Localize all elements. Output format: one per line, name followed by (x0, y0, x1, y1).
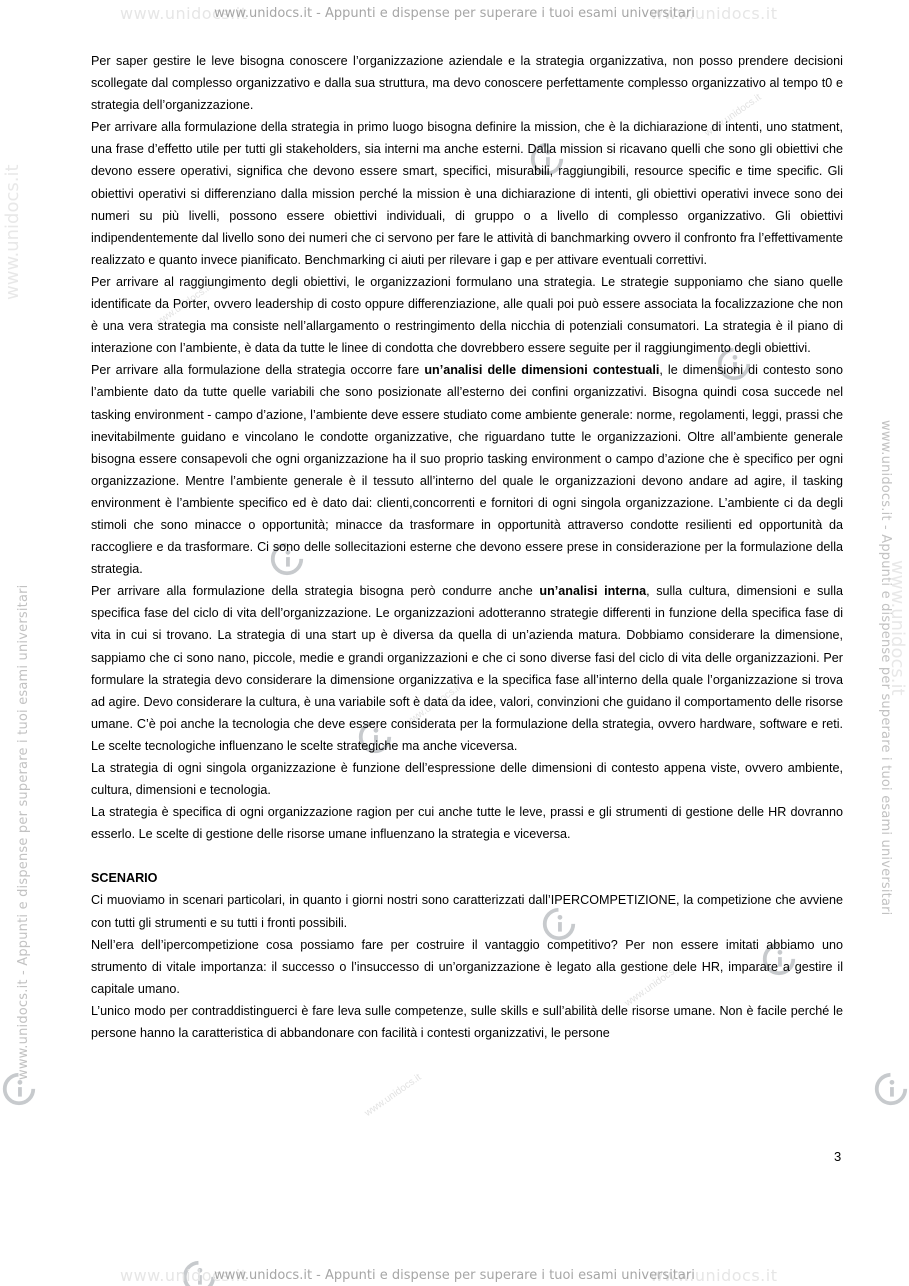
paragraph-ipercompetizione: Ci muoviamo in scenari particolari, in quanto i giorni nostri sono caratterizzati dall’IPERCOMPETIZIONE, la competizione che avviene con tutti gli strumenti e su tutti i fronti possibili. (91, 893, 843, 930)
diagonal-watermark: www.unidocs.it (152, 282, 214, 329)
diagonal-watermark: www.unidocs.it (402, 682, 464, 729)
paragraph-vantaggio: Nell’era dell’ipercompetizione cosa possiamo fare per costruire il vantaggio competitivo? Per non essere imitati abbiamo uno strumento di vitale importanza: il successo o l’insuccesso di un’organizzazione è legato alla gestione dele HR, imparare a gestire il capitale umano. (91, 937, 843, 996)
text-run: Per arrivare alla formulazione della strategia bisogna però condurre anche (91, 584, 540, 599)
bold-term: un’analisi interna (539, 584, 647, 599)
section-heading (91, 867, 843, 889)
paragraph-analisi-interna (91, 580, 843, 757)
paragraph-mission: Per arrivare alla formulazione della strategia in primo luogo bisogna definire la mission, che è la dichiarazione di intenti, uno statment, una frase d’effetto utile per tutti gli stakeholders, sia interni ma anche esterni. Dalla mission si ricavano quelli che sono gli obiettivi che devono essere operativi, significa che devono essere smart, specifici, misurabili, raggiungibili, resource specific e time specific. Gli obiettivi operativi si differenziano dalla mission perché la mission è una dichiarazione di intenti, gli obiettivi operativi invece sono dei numeri su più livelli, possono essere obiettivi individuali, di gruppo o a livello di complesso organizzativo. Gli obiettivi indipendentemente dal livello sono dei numeri che ci servono per fare le attività di banchmarking ovvero il confronto fra l’effettivamente realizzato e quanto invece pianificato. Benchmarking ci aiuti per rilevare i gap e per attivare eventuali correttivi. (91, 120, 843, 267)
top-watermark (0, 4, 909, 26)
ghost-watermark-text: www.unidocs.it (650, 1266, 778, 1285)
unidocs-logo-icon (872, 1070, 909, 1108)
diagonal-watermark: www.unidocs.it (702, 92, 764, 139)
blank-line (91, 845, 843, 867)
paragraph-competenze: L’unico modo per contraddistinguerci è fare leva sulle competenze, sulle skills e sull’abilità delle risorse umane. Non è facile perché le persone hanno la caratteristica di abbandonare con facilità i contesti organizzativi, le persone (91, 1003, 843, 1041)
ghost-watermark-text: www.unidocs.it (120, 4, 248, 23)
left-watermark-text: www.unidocs.it - Appunti e dispense per superare i tuoi esami universitari (16, 584, 31, 1080)
ghost-watermark-text: www.unidocs.it (120, 1266, 248, 1285)
paragraph-dimensioni: La strategia di ogni singola organizzazione è funzione dell’espressione delle dimensioni di contesto appena viste, ovvero ambiente, cultura, dimensioni e tecnologia. (91, 761, 843, 798)
heading-text: SCENARIO (91, 871, 158, 886)
right-watermark-text: www.unidocs.it - Appunti e dispense per superare i tuoi esami universitari (878, 420, 893, 916)
paragraph-strategia: Per arrivare al raggiungimento degli obiettivi, le organizzazioni formulano una strategia. Le strategie supponiamo che siano quelle identificate da Porter, ovvero leadership di costo oppure differenziazione, alle quali poi può essere associata la focalizzazione che non è una vera strategia ma consiste nell’allargamento o restringimento della nicchia di potenziali consumatori. La strategia è il piano di interazione con l’ambiente, è data da tutte le linee di condotta che dovrebbero essere seguite per il raggiungimento degli obiettivi. (91, 274, 843, 356)
right-ghost-watermark: www.unidocs.it (887, 560, 908, 696)
text-run: , le dimensioni di contesto sono l’ambiente dato da tutte quelle variabili che sono posizionate all’esterno dei confini organizzativi. Bisogna quindi cosa succede nel tasking environment - campo d’azione, l’ambiente deve essere studiato come ambiente generale: norme, regolamenti, leggi, prassi che inevitabilmente guidano e vincolano le condotte organizzative, che riguardano tutte le organizzazioni. Oltre all’ambiente generale bisogna essere consapevoli che ogni organizzazione ha il suo proprio tasking environment o campo d’azione che è specifico per ogni organizzazione. Mentre l’ambiente generale è il tessuto all’interno del quale le organizzazioni devono andare ad agire, il tasking environment è l’ambiente specifico ed è dato dai: clienti,concorrenti e fornitori di ogni singola organizzazione. L’ambiente ci da degli stimoli che sono minacce o opportunità; minacce da trasformare in opportunità attraverso condotte resilienti ed opportunità da raccogliere e da trasformare. Ci sono delle sollecitazioni esterne che devono essere prese in considerazione per la formulazione della strategia. (91, 363, 843, 577)
ghost-watermark-text: www.unidocs.it (650, 4, 778, 23)
bottom-watermark-text: www.unidocs.it - Appunti e dispense per superare i tuoi esami universitari (214, 1268, 695, 1283)
bold-term: un’analisi delle dimensioni contestuali (424, 363, 660, 378)
bottom-watermark (0, 1266, 909, 1286)
diagonal-watermark: www.unidocs.it (362, 1072, 424, 1119)
document-body (91, 50, 843, 1044)
paragraph-leve-hr: La strategia è specifica di ogni organizzazione ragion per cui anche tutte le leve, prassi e gli strumenti di gestione delle HR dovranno esserlo. Le scelte di gestione delle risorse umane influenzano la strategia e viceversa. (91, 805, 843, 842)
page-number: 3 (834, 1149, 842, 1164)
text-run: , sulla cultura, dimensioni e sulla specifica fase del ciclo di vita dell’organizzazione. Le organizzazioni adotteranno strategie differenti in funzione della specifica fase di vita in cui si trovano. La strategia di una start up è diversa da quella di un’azienda matura. Dobbiamo considerare la dimensione, sappiamo che ci sono nano, piccole, medie e grandi organizzazioni e che ci sono diverse fasi del ciclo di vita delle organizzazioni. Per formulare la strategia devo considerare la dimensione organizzativa e la specifica fase all’interno della quale l’organizzazione si trova ad agire. Devo considerare la cultura, è una variabile soft è data da idee, valori, convinzioni che guidano il comportamento delle risorse umane. C’è poi anche la tecnologia che deve essere considerata per la formulazione della strategia, ovvero hardware, software e reti. Le scelte tecnologiche influenzano le scelte strategiche ma anche viceversa. (91, 584, 843, 753)
paragraph-leve: Per saper gestire le leve bisogna conoscere l’organizzazione aziendale e la strategia organizzativa, non posso prendere decisioni scollegate dal complesso organizzativo e dalla sua struttura, ma devo conoscere perfettamente complesso organizzativo al tempo t0 e strategia dell’organizzazione. (91, 54, 843, 113)
top-watermark-text: www.unidocs.it - Appunti e dispense per superare i tuoi esami universitari (214, 6, 695, 21)
text-run: Per arrivare alla formulazione della strategia occorre fare (91, 363, 425, 378)
diagonal-watermark: www.unidocs.it (622, 962, 684, 1009)
unidocs-logo-icon (0, 1070, 38, 1108)
paragraph-analisi-contestuale (91, 359, 843, 580)
left-ghost-watermark: www.unidocs.it (2, 164, 23, 300)
